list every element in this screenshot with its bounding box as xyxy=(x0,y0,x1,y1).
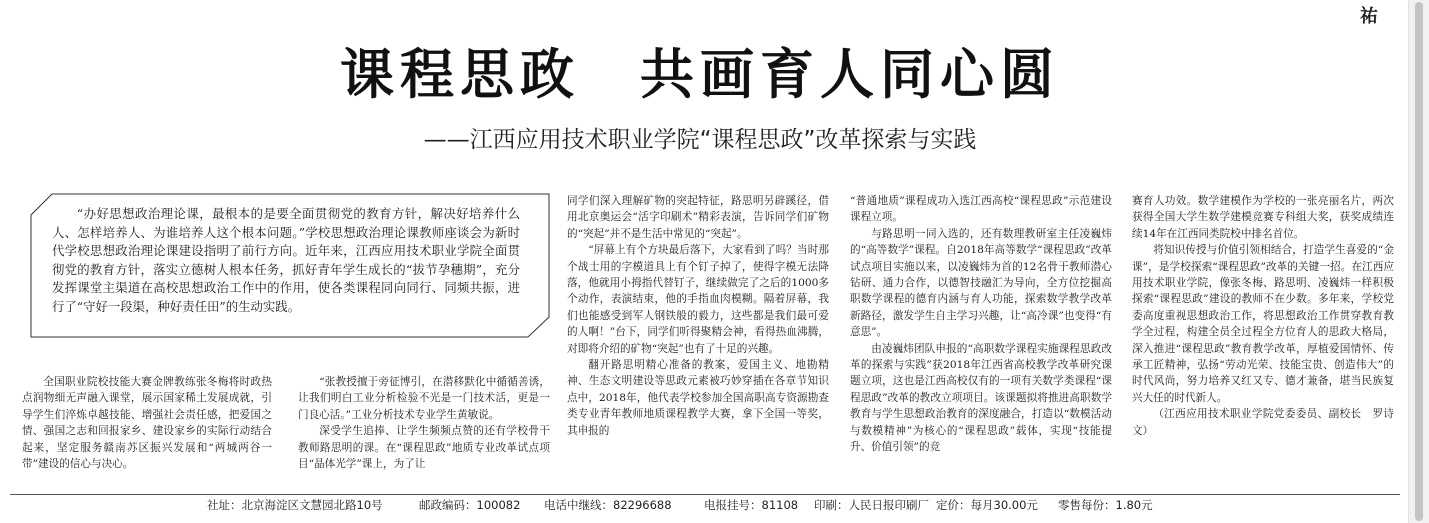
headline: 课程思政 共画育人同心圆 xyxy=(340,42,1060,106)
footer-address: 社址：北京海淀区文慧园北路10号 xyxy=(207,498,383,512)
paragraph: 与路思明一同入选的，还有数理教研室主任凌巍炜的“高等数学”课程。自2018年高等数学“课程思政”改革试点项目实施以来，以凌巍炜为首的12名骨干教师潜心钻研、通力合作，以德智技融汇为导向，全方位挖掘高职数学课程的德育内涵与育人功能，探索数学教学改革新路径，激发学生自主学习兴趣，让“高冷课”也变得“有意思”。 xyxy=(850,227,1112,339)
footer-phone: 电话中继线：82296688 xyxy=(544,498,672,512)
footer-printer: 印刷：人民日报印刷厂 xyxy=(814,498,929,512)
subheadline: ——江西应用技术职业学院“课程思政”改革探索与实践 xyxy=(423,127,977,153)
lead-paragraph: “办好思想政治理论课，最根本的是要全面贯彻党的教育方针，解决好培养什么人、怎样培养人、为谁培养人这个根本问题。”学校思想政治理论课教师座谈会为新时代学校思想政治理论课建设指明了前行方向。近年来，江西应用技术职业学院全面贯彻党的教育方针，落实立德树人根本任务，抓好青年学生成长的“拔节孕穗期”，充分发挥课堂主渠道在高校思想政治工作中的作用，使各类课程同向同行、同频共振，进行了“守好一段渠，种好责任田”的生动实践。 xyxy=(52,206,520,314)
paragraph: “普通地质”课程成功入选江西高校“课程思政”示范建设课程立项。 xyxy=(850,195,1112,224)
article-column-2 xyxy=(298,374,550,472)
article-column-5 xyxy=(1132,193,1394,439)
author-byline: （江西应用技术职业学院党委委员、副校长 罗诗文） xyxy=(1132,408,1394,437)
paragraph: 同学们深入理解矿物的突起特征，路思明另辟蹊径，借用北京奥运会“活字印刷术”精彩表演，告诉同学们矿物的“突起”并不是生活中常见的“突起”。 xyxy=(567,195,829,240)
paragraph: 深受学生追捧、让学生频频点赞的还有学校骨干教师路思明的课。在“课程思政”地质专业改革试点项目“晶体光学”课上，为了让 xyxy=(298,425,550,471)
paragraph: 全国职业院校技能大赛金牌教练张冬梅将时政热点润物细无声融入课堂，展示国家稀土发展成就，引导学生们淬炼卓越技能、增强社会责任感，把爱国之情、强国之志和回报家乡、建设家乡的实际行动结合起来，坚定服务赣南苏区振兴发展和“两城两谷一带”建设的信心与决心。 xyxy=(22,376,272,471)
paragraph: “张教授擅于旁征博引，在潜移默化中循循善诱，让我们明白工业分析检验不光是一门技术活，更是一门良心活。”工业分析技术专业学生黄敏说。 xyxy=(298,376,550,421)
article-column-1 xyxy=(22,374,272,472)
paragraph: 翻开路思明精心准备的教案，爱国主义、地勘精神、生态文明建设等思政元素被巧妙穿插在各章节知识点中，2018年，他代表学校参加全国高职高专资源勘查类专业青年教师地质课程教学大赛，拿下全国一等奖，其申报的 xyxy=(567,359,829,437)
footer-telegraph: 电报挂号：81108 xyxy=(704,498,799,512)
footer-divider xyxy=(10,494,1400,495)
paragraph: 赛育人功效。数学建模作为学校的一张亮丽名片，两次获得全国大学生数学建模竞赛专科组大奖，获奖成绩连续14年在江西同类院校中排名首位。 xyxy=(1132,195,1394,240)
footer-retail-price: 零售每份：1.80元 xyxy=(1058,498,1153,512)
paragraph: 由凌巍炜团队申报的“高职数学课程实施课程思政改革的探索与实践”获2018年江西省高校教学改革研究课题立项，这也是江西高校仅有的一项有关数学类课程“课程思政”改革的教改立项项目。该课题拟将推进高职数学教育与学生思想政治教育的深度融合，打造以“数模活动与数模精神”为核心的“课程思政”载体，实现“技能提升、价值引领”的竞 xyxy=(850,342,1112,454)
footer-postcode: 邮政编码：100082 xyxy=(419,498,521,512)
paragraph: 将知识传授与价值引领相结合，打造学生喜爱的“金课”，是学校探索“课程思政”改革的关键一招。在江西应用技术职业学院，像张冬梅、路思明、凌巍炜一样积极探索“课程思政”建设的教师不在少数。多年来，学校党委高度重视思想政治工作，将思想政治工作贯穿教育教学全过程，构建全员全过程全方位育人的思政大格局，深入推进“课程思政”教育教学改革，厚植爱国情怀、传承工匠精神，弘扬“劳动光荣、技能宝贵、创造伟大”的时代风尚，努力培养又红又专、德才兼备，堪当民族复兴大任的时代新人。 xyxy=(1132,244,1394,404)
vertical-scrollbar[interactable] xyxy=(1408,0,1429,523)
article-column-3 xyxy=(567,193,829,439)
article-column-4 xyxy=(850,193,1112,456)
masthead-seal-icon: 祐 xyxy=(1360,6,1378,27)
paragraph: “屏幕上有个方块最后落下，大家看到了吗？当时那个战士用的字模道具上有个钉子掉了，使得字模无法降落，他就用小拇指代替钉子，继续做完了之后的1000多个动作，表演结束，他的手指血肉模糊。隔着屏幕，我们也能感受到军人钢铁般的毅力，这些都是我们最可爱的人啊！”台下，同学们听得聚精会神，看得热血沸腾，对即将介绍的矿物“突起”也有了十足的兴趣。 xyxy=(567,244,829,355)
scrollbar-thumb[interactable] xyxy=(1415,2,1423,521)
imprint-footer xyxy=(207,497,1207,517)
footer-price: 定价：每月30.00元 xyxy=(936,498,1038,512)
